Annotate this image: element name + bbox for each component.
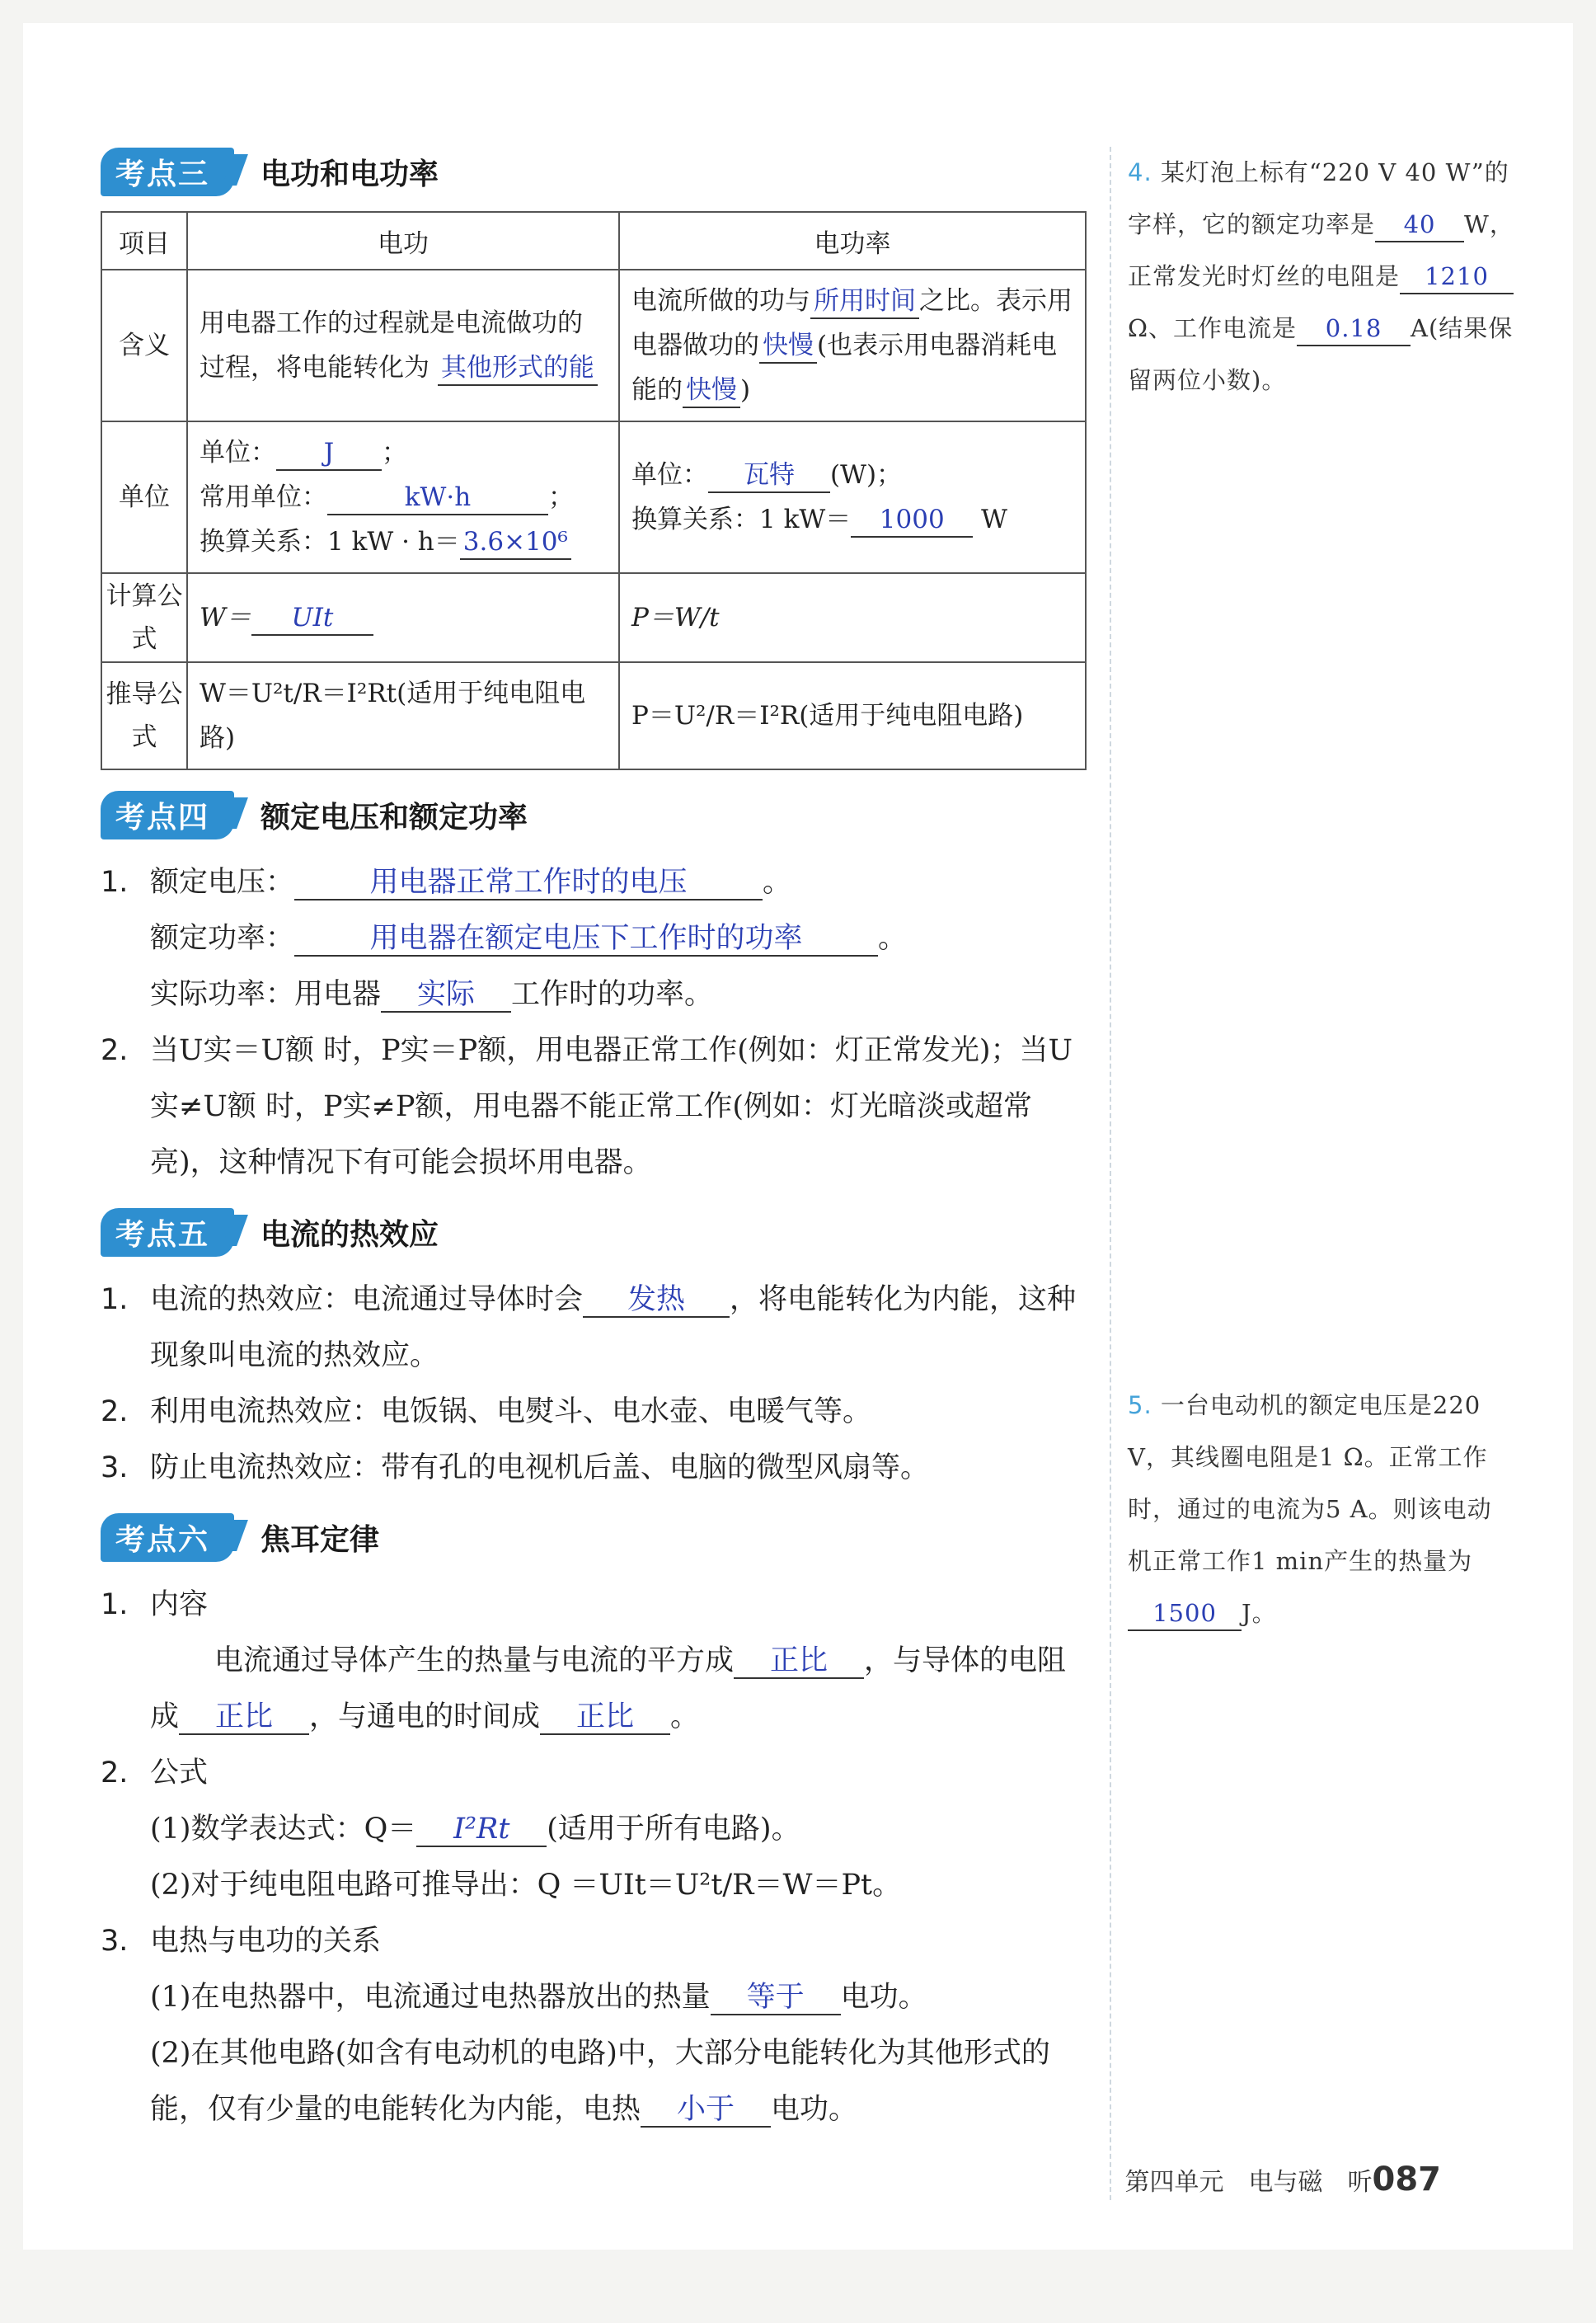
text: (适用于所有电路)。 <box>547 1813 800 1846</box>
cell-work-meaning <box>187 270 619 421</box>
text: 额定电压： <box>150 866 295 899</box>
text: 额定功率： <box>150 922 295 955</box>
section-title: 焦耳定律 <box>261 1522 380 1557</box>
text: (1)数学表达式：Q＝ <box>150 1813 417 1846</box>
text: (1)在电热器中，电流通过电热器放出的热量 <box>150 1981 711 2014</box>
question-5 <box>1128 1380 1515 1639</box>
section-3-header <box>101 147 1087 196</box>
cell-work-unit: 单位： J ； 常用单位： kW·h ； 换算关系：1 kW · h＝ 3.6×10⁶ <box>187 421 619 573</box>
section-5-body: 1. 电流的热效应：电流通过导体时会 发热 ，将电能转化为内能，这种现象叫电流的热效应。 2. 利用电流热效应：电饭锅、电熨斗、电水壶、电暖气等。 3. 防止电流热效应：带有孔的电视机后盖、电脑的微型风扇等。 <box>101 1283 1077 1484</box>
answer-blank: 其他形式的能 <box>438 351 598 386</box>
answer-blank: 40 <box>1375 208 1464 242</box>
cell-work-formula <box>187 573 619 662</box>
row-head-meaning: 含义 <box>101 270 187 421</box>
text: 内容 <box>150 1588 209 1621</box>
answer-blank: 小于 <box>641 2093 771 2128</box>
answer-blank: 正比 <box>734 1644 864 1679</box>
text: Ω、工作电流是 <box>1128 314 1298 342</box>
section-4-body: 1. 额定电压： 用电器正常工作时的电压 。 额定功率： 用电器在额定电压下工作时的功率 。 实际功率：用电器 实际 工作时的功率。 2. 当U实＝U额 时，P实＝P额，用电器正常工作(例如：灯正常发光)；当U实≠U额 时，P实≠P额，用电器不能正常工作(例如：灯光暗淡或超常亮)，这种情况下有可能会损坏用电器。 <box>101 854 1087 1191</box>
answer-blank: 实际 <box>381 978 511 1013</box>
cell-power-derived: P＝U²/R＝I²R(适用于纯电阻电路) <box>619 662 1086 769</box>
answer-blank: 等于 <box>711 1981 841 2015</box>
answer-blank: 用电器正常工作时的电压 <box>294 866 763 901</box>
page-footer <box>1125 2161 1442 2198</box>
answer-blank: 所用时间 <box>810 284 919 319</box>
text: 电热与电功的关系 <box>150 1925 382 1958</box>
text: 换算关系：1 kW＝ <box>631 505 852 534</box>
section-tag: 考点五 <box>101 1208 234 1257</box>
text: ，将电能转化为内能，这种现象叫电流的热效应。 <box>150 1283 1077 1372</box>
answer-blank: 1000 <box>851 503 973 538</box>
workbook-page <box>23 23 1573 2250</box>
text: 工作时的功率。 <box>511 978 714 1011</box>
answer-blank: 1210 <box>1400 260 1514 294</box>
section-title: 额定电压和额定功率 <box>261 800 528 835</box>
question-number: 5. <box>1128 1391 1152 1419</box>
side-column <box>1128 147 1515 1639</box>
main-column <box>101 147 1087 2154</box>
text: 实际功率：用电器 <box>150 978 382 1011</box>
text: J。 <box>1242 1599 1277 1627</box>
text: 利用电流热效应：电饭锅、电熨斗、电水壶、电暖气等。 <box>150 1395 872 1428</box>
section-tag: 考点三 <box>101 148 234 196</box>
header-power: 电功率 <box>619 212 1086 270</box>
column-divider <box>1110 147 1111 2200</box>
text: 单位： <box>200 438 276 468</box>
text: P＝W/t <box>631 603 720 632</box>
answer-blank: 用电器在额定电压下工作时的功率 <box>294 922 878 957</box>
row-head-derived: 推导公式 <box>101 662 187 769</box>
text: (也表示用电器消耗电能的 <box>631 331 1058 405</box>
cell-power-unit <box>619 421 1086 573</box>
text: 用电器工作的过程就是电流做功的过程，将电能转化为 <box>200 308 583 383</box>
answer-blank: 正比 <box>179 1700 309 1735</box>
header-item: 项目 <box>101 212 187 270</box>
text: (2)在其他电路(如含有电动机的电路)中，大部分电能转化为其他形式的能，仅有少量的电能转化为内能，电热 <box>150 2037 1050 2126</box>
answer-blank: 发热 <box>583 1283 730 1318</box>
section-title: 电流的热效应 <box>261 1217 439 1252</box>
text: ，与通电的时间成 <box>309 1700 541 1733</box>
row-head-unit: 单位 <box>101 421 187 573</box>
text: 常用单位： <box>200 482 327 512</box>
text: 防止电流热效应：带有孔的电视机后盖、电脑的微型风扇等。 <box>150 1451 930 1484</box>
text: A(结果保留两位小数)。 <box>1128 314 1514 394</box>
answer-blank: J <box>276 436 382 471</box>
section-6-body: 1. 内容 电流通过导体产生的热量与电流的平方成 正比 ，与导体的电阻成 正比 ，与通电的时间成 正比 。 2. 公式 (1)数学表达式：Q＝ I²Rt (适用于所有电路)。 (2)对于纯电阻电路可推导出：Q ＝UIt＝U²t/R＝W＝Pt。 3. 电热与电功的关系 (1)在电热器中，电流通过电热器放出的热量 等于 电功。 (2)在其他电路(如含有电动机的电路)中，大部分电能转化为其他形式的能，仅有少量的电能转化为内能，电热 小于 电功。 <box>101 1588 1067 2126</box>
text: 电流通过导体产生的热量与电流的平方成 <box>214 1644 735 1677</box>
text: W，正常发光时灯丝的电阻是 <box>1128 210 1514 290</box>
text: 一台电动机的额定电压是220 V，其线圈电阻是1 Ω。正常工作时，通过的电流为5 A。则该电动机正常工作1 min产生的热量为 <box>1128 1391 1492 1575</box>
answer-blank: 快慢 <box>759 329 817 364</box>
text: 单位： <box>631 460 708 490</box>
answer-blank: UIt <box>251 601 373 636</box>
section-tag: 考点六 <box>101 1513 234 1562</box>
cell-work-derived: W＝U²t/R＝I²Rt(适用于纯电阻电路) <box>187 662 619 769</box>
work-power-table <box>101 211 1087 770</box>
section-tag: 考点四 <box>101 791 234 839</box>
page-number: 087 <box>1372 2161 1441 2198</box>
cell-power-formula <box>619 573 1086 662</box>
text: 电流所做的功与 <box>631 286 810 316</box>
text: 电功。 <box>771 2093 858 2126</box>
text: 电流的热效应：电流通过导体时会 <box>150 1283 584 1316</box>
row-head-formula: 计算公式 <box>101 573 187 662</box>
text: 。 <box>670 1700 700 1733</box>
unit-label: 第四单元 电与磁 听 <box>1124 2168 1373 2197</box>
text: W <box>981 505 1007 534</box>
answer-blank: 0.18 <box>1297 312 1411 346</box>
text: 电功。 <box>840 1981 927 2014</box>
text: 之比。表示用电器做功的 <box>631 286 1073 360</box>
section-5-header <box>101 1207 1087 1257</box>
text: ) <box>740 375 751 405</box>
text: 某灯泡上标有“220 V 40 W”的字样，它的额定功率是 <box>1128 158 1509 238</box>
text: W＝ <box>200 603 251 632</box>
section-6-header <box>101 1512 1087 1562</box>
question-number: 4. <box>1128 158 1152 186</box>
answer-blank: 瓦特 <box>708 458 830 493</box>
question-4 <box>1128 147 1515 407</box>
section-title: 电功和电功率 <box>261 157 439 191</box>
answer-blank: I²Rt <box>416 1813 547 1847</box>
answer-blank: 正比 <box>540 1700 670 1735</box>
cell-power-meaning <box>619 270 1086 421</box>
text: (2)对于纯电阻电路可推导出：Q ＝UIt＝U²t/R＝W＝Pt。 <box>150 1869 902 1902</box>
header-work: 电功 <box>187 212 619 270</box>
text: 换算关系：1 kW · h＝ <box>200 527 460 557</box>
answer-blank: kW·h <box>327 481 548 515</box>
answer-blank: 1500 <box>1128 1596 1242 1631</box>
text: ，与导体的电阻成 <box>150 1644 1067 1733</box>
answer-blank: 3.6×10⁶ <box>460 525 571 560</box>
text: 公式 <box>150 1756 209 1789</box>
text: (W)； <box>830 460 903 490</box>
text: 当U实＝U额 时，P实＝P额，用电器正常工作(例如：灯正常发光)；当U实≠U额 时，P实≠P额，用电器不能正常工作(例如：灯光暗淡或超常亮)，这种情况下有可能会损坏用电器。 <box>150 1034 1073 1179</box>
answer-blank: 快慢 <box>683 374 740 408</box>
section-4-header <box>101 790 1087 839</box>
